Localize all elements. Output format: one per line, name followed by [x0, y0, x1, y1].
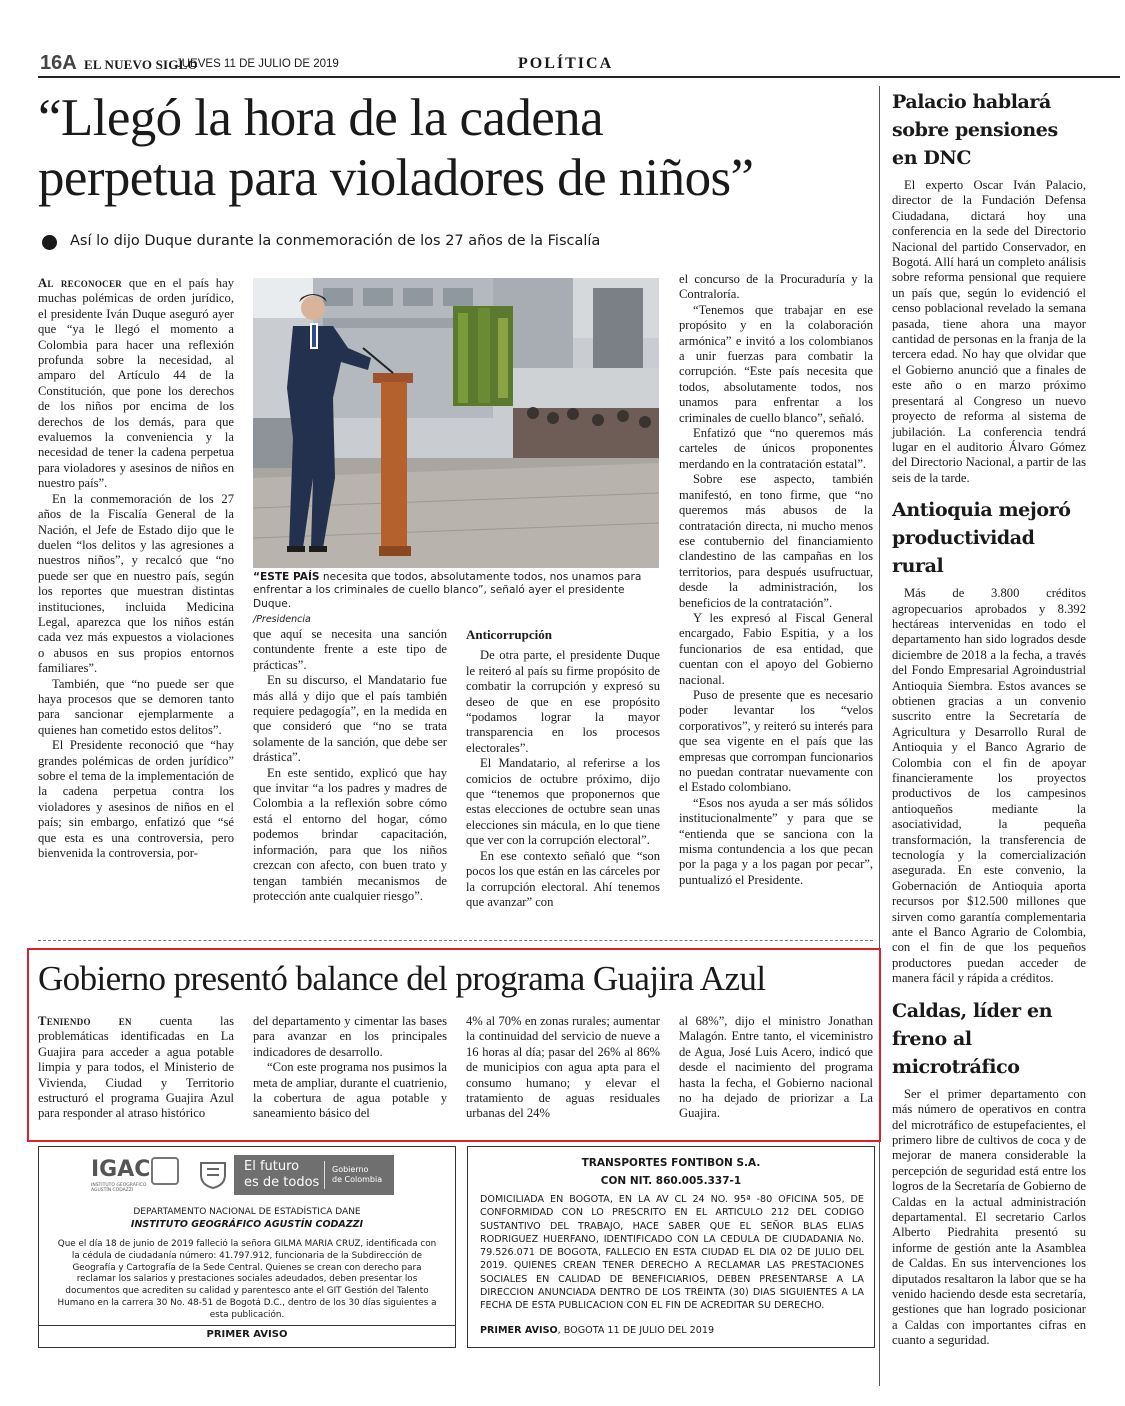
paragraph: En este sentido, explicó que hay que invitar “a los padres y madres de Colombia a la reflexión sobre cómo está el entorno del hogar, cómo podemos brindar capacitación, información, para que los niños crezcan con afecto, con buen trato y tengan también mecanismos de protección ante cualquier riesgo”.: [253, 765, 447, 903]
bullet-icon: [42, 235, 57, 250]
el-futuro-banner: [234, 1155, 394, 1195]
main-col-3: [466, 627, 660, 910]
main-col-4: [679, 272, 873, 888]
sidebar-body-antioquia: [892, 586, 1086, 987]
page-header: [38, 52, 1120, 76]
sidebar: [892, 88, 1086, 1349]
lead-words: Teniendo en: [38, 1014, 132, 1028]
main-headline: [38, 88, 878, 208]
subtitle-row: [40, 233, 880, 253]
guajira-col-1: [38, 1014, 234, 1122]
sidebar-title-palacio: Palacio hablará sobre pensiones en DNC: [892, 91, 1058, 169]
igac-footer: PRIMER AVISO: [206, 1329, 288, 1340]
paragraph: De otra parte, el presidente Duque le reiteró al país su firme propósito de combatir la corrupción y expresó su deseo de que en ese propósito “podamos lograr la mayor transparencia en los procesos electorales”.: [466, 648, 660, 755]
future-line-1: El futuro: [244, 1159, 300, 1174]
paragraph: al 68%”, dijo el ministro Jonathan Malagón. Entre tanto, el viceministro de Agua, José Luis Acero, indicó que desde el nacimiento del programa hasta la fecha, el Gobierno nacional no ha dejado de priorizar a La Guajira.: [679, 1014, 873, 1121]
igac-notice: [38, 1146, 456, 1348]
gov-line-2: de Colombia: [332, 1175, 383, 1184]
paragraph: Puso de presente que es necesario poder levantar los “velos corporativos”, y reiteró su interés para que sea vigente en el país que las empresas que corrompan funcionarios no puedan contratar nuevamente con el Estado colombiano.: [679, 687, 873, 795]
newspaper-name: EL NUEVO SIGLO: [84, 57, 198, 72]
igac-notice-body: Que el día 18 de junio de 2019 falleció la señora GILMA MARIA CRUZ, identificada con la cédula de ciudadanía número: 41.797.912, funcionaria de la Subdirección de Geografía y Cartografía de la Sede Central. Quienes se crean con derecho para reclamar los salarios y prestaciones sociales adeudados, deben presentar los documentos que acrediten su calidad y parentesco ante el GIT Gestión del Talento Humano en la carrera 30 No. 48-51 de Bogotá D.C., dentro de los 30 días siguientes a esta publicación.: [57, 1239, 437, 1320]
gov-line-1: Gobierno: [332, 1165, 369, 1174]
paragraph: “Tenemos que trabajar en ese propósito y en la colaboración armónica” e invitó a los colombianos a unir fuerzas para combatir la corrupción. “Este país necesita que todos, absolutamente todos, nos unamos para enfrentar a los criminales de cuello blanco”, señaló.: [679, 302, 873, 425]
paragraph: El experto Oscar Iván Palacio, director de la Fundación Defensa Ciudadana, dictará hoy una conferencia en la sede del Directorio Nacional del partido Conservador, en Bogotá. Allí hará un completo análisis sobre reforma pensional que requiere un país que, según lo evidenció el censo poblacional revelado la semana pasada, tiene ahora una mayor cantidad de personas en la franja de la tercera edad. No hay que olvidar que el Gobierno anunció que a finales de este año o en marzo próximo presentará al Congreso un nuevo proyecto de reforma al sistema de jubilación. La conferencia tendrá lugar en el auditorio Álvaro Gómez del Directorio Nacional, a partir de las seis de la tarde.: [892, 178, 1086, 485]
section-name: POLÍTICA: [518, 55, 614, 72]
paragraph: Sobre ese aspecto, también manifestó, en tono firme, que “no queremos más abusos de la contratación directa, ni mucho menos ese contubernio del financiamiento clandestino de las campañas en los territorios, para después usufructuar, desde la administración, los beneficios de la contratación”.: [679, 472, 873, 610]
sidebar-divider: [879, 86, 880, 1386]
dane-line: DEPARTAMENTO NACIONAL DE ESTADÍSTICA DANE: [133, 1207, 361, 1217]
page-date: JUEVES 11 DE JULIO DE 2019: [176, 58, 339, 70]
lead-words: Al reconocer: [38, 276, 123, 290]
igac-logo: [91, 1157, 181, 1193]
transportes-notice: [467, 1146, 875, 1348]
company-name: TRANSPORTES FONTIBON S.A.: [581, 1157, 761, 1169]
paragraph: Y les expresó al Fiscal General encargado, Fabio Espitia, y a los funcionarios de esa entidad, que cuentan con el apoyo del Gobierno nacional.: [679, 610, 873, 687]
paragraph: Enfatizó que “no queremos más carteles de únicos proponentes merdando en la contratación estatal”.: [679, 426, 873, 471]
main-col-2: [253, 627, 447, 904]
footer-bold: PRIMER AVISO: [480, 1325, 558, 1336]
paragraph: El Mandatario, al referirse a los comicios de octubre próximo, dijo que “tenemos que proponernos que estas elecciones de octubre sean unas elecciones sin mácula, en lo que tiene que ver con la corrupción electoral”.: [466, 756, 660, 848]
paragraph-text: que en el país hay muchas polémicas de orden jurídico, el presidente Iván Duque aseguró ayer que “ya le llegó el momento a Colombia para hacer una reflexión profunda sobre la necesidad, al amparo del Artículo 44 de la Constitución, que pone los derechos de los niños por encima de los derechos de los demás, para que evaluemos la conveniencia y la necesidad de tener la cadena perpetua para violadores y asesinos de niños en nuestro país”.: [38, 276, 234, 491]
page-number: 16A: [40, 52, 77, 74]
igac-logo-sub: INSTITUTO GEOGRÁFICO AGUSTÍN CODAZZI: [91, 1183, 147, 1193]
photo-caption: [253, 571, 659, 627]
transportes-notice-body: DOMICILIADA EN BOGOTA, EN LA AV CL 24 NO. 95ª -80 OFICINA 505, DE CONFORMIDAD CON LO PRESCRITO EN EL ARTICULO 212 DEL CODIGO SUSTANTIVO DEL TRABAJO, HACE SABER QUE EL SEÑOR BLAS ELIAS RODRIGUEZ HUERFANO, IDENTIFICADO CON LA CEDULA DE CIUDADANIA No. 79.526.071 DE BOGOTA, FALLECIO EN ESTA CIUDAD EL DIA 02 DE JULIO DEL 2019. QUIENES CREAN TENER DERECHO A RECLAMAR LAS PRESTACIONES SOCIALES EN CALIDAD DE BENEFICIARIOS, DEBEN PRESENTARSE A LA DIRECCION ANUNCIADA DENTRO DE LOS TREINTA (30) DIAS SIGUIENTES A LA FECHA DE ESTA PUBLICACION CON EL FIN DE ACREDITAR SU DERECHO.: [480, 1194, 864, 1312]
igac-institute: INSTITUTO GEOGRÁFICO AGUSTÍN CODAZZI: [130, 1219, 364, 1230]
paragraph: [38, 276, 234, 492]
headline-line-2: perpetua para violadores de niños”: [38, 149, 754, 207]
paragraph: En su discurso, el Mandatario fue más allá y dijo que el país también requiere pedagogía”, en la medida en que consideró que “no se trata solamente de la sanción, que debe ser drástica”.: [253, 673, 447, 765]
paragraph: En ese contexto señaló que “son pocos los que están en las cárceles por la corrupción electoral. Ahí tenemos que avanzar” con: [466, 848, 660, 909]
paragraph-text: cuenta las problemáticas identificadas en La Guajira para acceder a agua potable limpia y para todos, el Ministerio de Vivienda, Ciudad y Territorio estructuró el programa Guajira Azul para responder al atraso histórico: [38, 1014, 234, 1121]
paragraph: que aquí se necesita una sanción contundente frente a este tipo de prácticas”.: [253, 627, 447, 672]
paragraph: 4% al 70% en zonas rurales; aumentar la continuidad del servicio de nueve a 16 horas al día; pasar del 26% al 86% de municipios con agua apta para el consumo humano; y elevar el tratamiento de aguas residuales urbanas del 24%: [466, 1014, 660, 1121]
future-line-2: es de todos: [244, 1175, 320, 1190]
company-nit: CON NIT. 860.005.337-1: [600, 1175, 742, 1187]
main-col-1: [38, 276, 234, 861]
caption-text: necesita que todos, absolutamente todos, nos unamos para enfrentar a los criminales de cuello blanco”, señaló ayer el presidente Duque.: [253, 571, 642, 610]
guajira-col-3: [466, 1014, 660, 1122]
paragraph: También, que “no puede ser que haya procesos que se demoren tanto para sancionar ejemplarmente a quienes han cometido estos delitos”.: [38, 676, 234, 737]
photo-credit: /Presidencia: [253, 614, 311, 626]
paragraph: el concurso de la Procuraduría y la Contraloría.: [679, 272, 873, 302]
igac-emblem-icon: [151, 1157, 179, 1185]
paragraph: En la conmemoración de los 27 años de la Fiscalía General de la Nación, el Jefe de Estado dijo que le duelen “los delitos y las agresiones a nuestros niños”, y recalcó que “no puede ser que en nuestro país, según los reportes que muestran distintas instituciones, incluida Medicina Legal, aparezca que los niños están cada vez más expuestos a violaciones o abusos en sus propios entornos familiares”.: [38, 491, 234, 676]
photo-duque-podium: [253, 278, 659, 568]
paragraph: Más de 3.800 créditos agropecuarios aprobados y 8.392 hectáreas intervenidas en todo el departamento han sido logrados desde diciembre de 2018 a la fecha, a través del Fondo Empresarial Agroindustrial Antioquia Siembra. Estos avances se obtienen gracias a un convenio suscrito entre la Secretaría de Agricultura y Desarrollo Rural de Antioquia y el Banco Agrario de Colombia con el fin de apoyar financieramente los proyectos productivos de los campesinos antioqueños mediante la asociatividad, la pequeña transformación, la transferencia de tecnología y la comercialización asegurada. En este convenio, la Gobernación de Antioquia aporta recursos por $12.500 millones que sirven como garantía complementaria ante el Banco Agrario de Colombia, con el fin de que los pequeños productores puedan acceder de manera fácil y rápida a créditos.: [892, 586, 1086, 986]
igac-logo-text: IGAC: [91, 1157, 151, 1182]
guajira-headline: Gobierno presentó balance del programa Guajira Azul: [38, 959, 766, 998]
paragraph: El Presidente reconoció que “hay grandes polémicas de orden jurídico” sobre el tema de la implementación de la cadena perpetua contra los violadores y asesinos de niños en el país; sin embargo, enfatizó que “sé que esta es una controversia, pero bienvenida la controversia, por-: [38, 738, 234, 861]
guajira-col-2: [253, 1014, 447, 1122]
colombia-shield-icon: [199, 1159, 227, 1189]
headline-line-1: “Llegó la hora de la cadena: [38, 89, 603, 147]
igac-footer-rule: [39, 1325, 455, 1326]
article-photo: [253, 278, 659, 568]
header-rule: [38, 76, 1120, 78]
paragraph: [38, 1014, 234, 1122]
paragraph: Ser el primer departamento con más número de operativos en contra del microtráfico de estupefacientes, el primero libre de cultivos de coca y de mejorar de manera considerable la percepción de seguridad está entre los logros de la Secretaría de Gobierno de Caldas en la actual administración departamental. El secretario Carlos Alberto Piedrahita presentó su informe de gestión ante la Asamblea de Caldas. En sus intervenciones los diputados resaltaron la labor que se ha venido haciendo desde esta secretaría, gestiones que han logrado posicionar a Caldas con importantes cifras en cuanto a seguridad.: [892, 1086, 1086, 1348]
section-divider: [38, 940, 873, 941]
sidebar-title-caldas: Caldas, líder en freno al microtráfico: [892, 999, 1053, 1078]
paragraph: “Con este programa nos pusimos la meta de ampliar, durante el cuatrienio, la cobertura de agua potable y saneamiento básico del: [253, 1060, 447, 1121]
footer-text: , BOGOTA 11 DE JULIO DEL 2019: [557, 1325, 715, 1336]
transportes-footer: [480, 1325, 864, 1336]
sidebar-body-palacio: [892, 178, 1086, 486]
sidebar-body-caldas: [892, 1087, 1086, 1349]
paragraph: “Esos nos ayuda a ser más sólidos institucionalmente” y para que se “entienda que se sanciona con la misma contundencia a los que pecan por la paga y a los pagan por pecar”, puntualizó el Presidente.: [679, 795, 873, 887]
guajira-col-4: [679, 1014, 873, 1122]
subtitle: Así lo dijo Duque durante la conmemoración de los 27 años de la Fiscalía: [70, 233, 601, 249]
banner-divider: [324, 1161, 325, 1189]
caption-lead: “ESTE PAÍS: [253, 571, 320, 583]
section-heading-anticorrupcion: Anticorrupción: [466, 627, 552, 642]
paragraph: del departamento y cimentar las bases para avanzar en los principales indicadores de desarrollo.: [253, 1014, 447, 1059]
sidebar-title-antioquia: Antioquia mejoró productividad rural: [892, 499, 1071, 578]
